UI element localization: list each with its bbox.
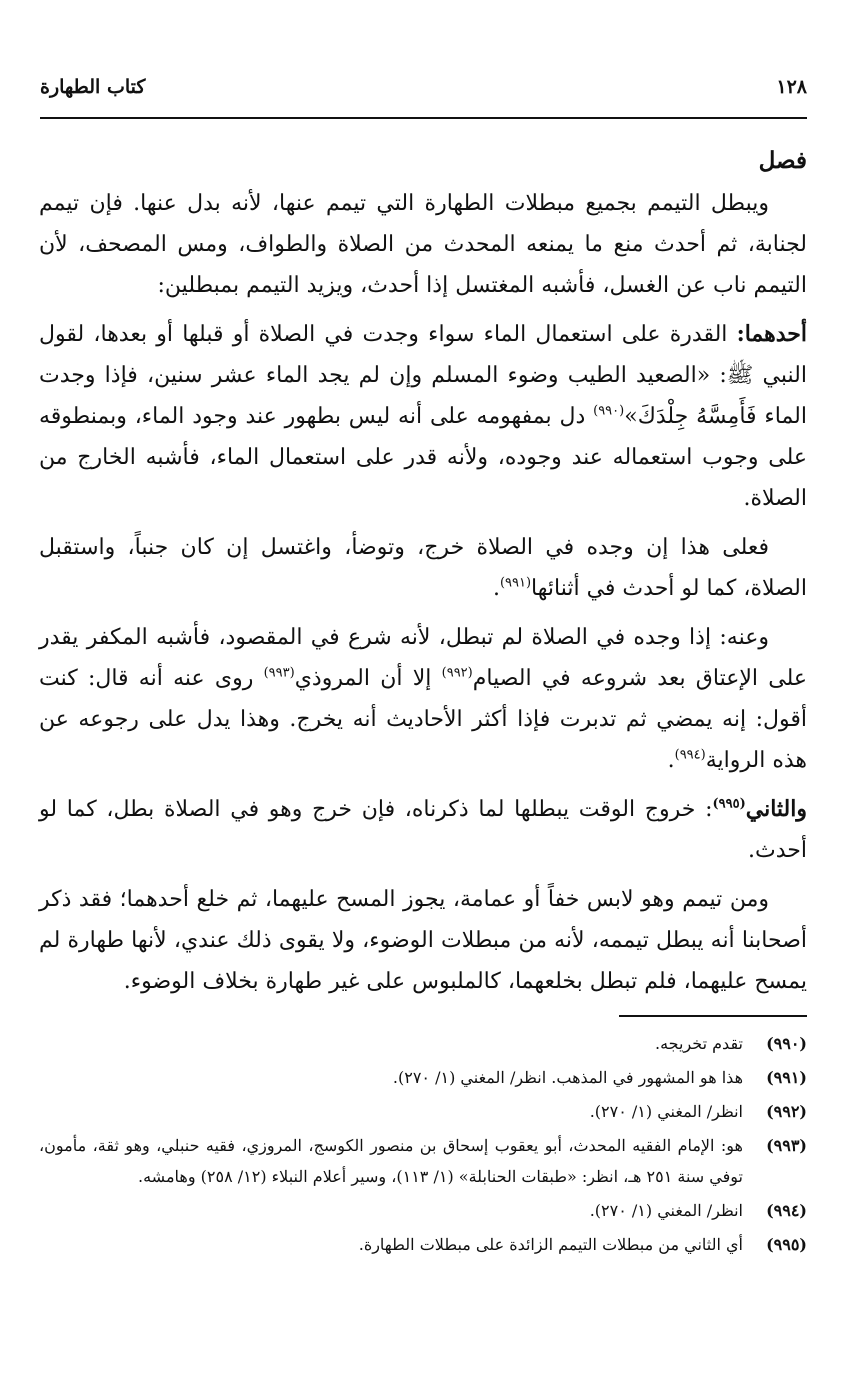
- footnote-text: هذا هو المشهور في المذهب. انظر/ المغني (١/ ٢٧٠).: [392, 1068, 743, 1087]
- footnote: [39, 1028, 807, 1059]
- footnote: [39, 1096, 807, 1127]
- paragraph-text: وعنه: إذا وجده في الصلاة لم تبطل، لأنه شرع في المقصود، فأشبه المكفر يقدر على الإعتاق بعد شروعه في الصيام: [39, 625, 807, 691]
- paragraph-text: فعلى هذا إن وجده في الصلاة خرج، وتوضأ، واغتسل إن كان جنباً، واستقبل الصلاة، كما لو أحدث في أثنائها: [39, 535, 807, 601]
- paragraph-text: القدرة على استعمال الماء سواء وجدت في الصلاة أو قبلها أو بعدها، لقول النبي ﷺ: «الصعيد الطيب وضوء المسلم وإن لم يجد الماء عشر سنين، فإذا وجدت الماء فَأَمِسَّهُ جِلْدَكَ»: [39, 322, 807, 429]
- footnote-ref[interactable]: (٩٩٠): [593, 403, 625, 419]
- footnote-number: (٩٩١): [766, 1068, 807, 1087]
- paragraph-lead: والثاني: [745, 796, 807, 822]
- footnote-text: أي الثاني من مبطلات التيمم الزائدة على مبطلات الطهارة.: [358, 1235, 743, 1254]
- main-text: [39, 140, 807, 1010]
- footnote: [39, 1195, 807, 1226]
- paragraph-text: إلا أن المروذي: [294, 666, 442, 691]
- footnote-ref[interactable]: (٩٩٣): [263, 665, 295, 681]
- paragraph-text: دل بمفهومه على أنه ليس بطهور عند وجود الماء، وبمنطوقه على وجوب استعماله عند وجوده، ولأنه قدر على استعمال الماء، فأشبه الخارج من الصلاة.: [39, 404, 807, 511]
- footnote-text: تقدم تخريجه.: [655, 1034, 743, 1053]
- running-head: [40, 72, 807, 102]
- footnote-number: (٩٩٣): [766, 1136, 807, 1155]
- paragraph-3: [39, 527, 807, 609]
- paragraph-text: : خروج الوقت يبطلها لما ذكرناه، فإن خرج وهو في الصلاة بطل، كما لو أحدث.: [39, 797, 807, 863]
- paragraph-text: .: [492, 576, 500, 601]
- footnote-number: (٩٩٥): [766, 1235, 807, 1254]
- footnote-ref[interactable]: (٩٩٤): [674, 747, 706, 763]
- footnote-ref[interactable]: (٩٩٢): [441, 665, 473, 681]
- paragraph-lead: أحدهما:: [736, 321, 807, 347]
- footnote: [39, 1062, 807, 1093]
- footnote-rule: [619, 1015, 807, 1017]
- paragraph-6: [39, 879, 807, 1002]
- footnote-number: (٩٩٤): [766, 1201, 807, 1220]
- paragraph-text: ويبطل التيمم بجميع مبطلات الطهارة التي تيمم عنها، لأنه بدل عنها. فإن تيمم لجنابة، ثم أحدث منع ما يمنعه المحدث من الصلاة والطواف، ومس المصحف، لأن التيمم ناب عن الغسل، فأشبه المغتسل إذا أحدث، ويزيد التيمم بمبطلين:: [39, 191, 807, 298]
- footnote-text: انظر/ المغني (١/ ٢٧٠).: [589, 1102, 743, 1121]
- paragraph-4: [39, 617, 807, 781]
- page-number: ١٢٨: [776, 76, 807, 98]
- paragraph-text: روى عنه أنه قال: كنت أقول: إنه يمضي ثم تدبرت فإذا أكثر الأحاديث أنه يخرج. وهذا يدل على رجوعه عن هذه الرواية: [39, 666, 807, 773]
- section-heading: فصل: [758, 147, 807, 174]
- footnote-number: (٩٩٠): [766, 1034, 807, 1053]
- footnote-text: انظر/ المغني (١/ ٢٧٠).: [589, 1201, 743, 1220]
- paragraph-1: [39, 183, 807, 306]
- footnote: [39, 1130, 807, 1192]
- footnote-ref[interactable]: (٩٩٥): [712, 796, 746, 812]
- footnote-number: (٩٩٢): [766, 1102, 807, 1121]
- footnote: [39, 1229, 807, 1260]
- paragraph-2: [39, 314, 807, 519]
- footnotes: [39, 1028, 807, 1263]
- paragraph-text: .: [667, 748, 675, 773]
- footnote-text: هو: الإمام الفقيه المحدث، أبو يعقوب إسحاق بن منصور الكوسج، المروزي، فقيه حنبلي، وهو ثقة، مأمون، توفي سنة ٢٥١ هـ، انظر: «طبقات الحنابلة» (١/ ١١٣)، وسير أعلام النبلاء (١٢/ ٢٥٨) وهامشه.: [39, 1136, 743, 1186]
- header-rule: [40, 117, 807, 119]
- book-title: كتاب الطهارة: [40, 76, 146, 98]
- footnote-ref[interactable]: (٩٩١): [499, 575, 532, 591]
- paragraph-text: ومن تيمم وهو لابس خفاً أو عمامة، يجوز المسح عليهما، ثم خلع أحدهما؛ فقد ذكر أصحابنا أنه يبطل تيممه، لأنه من مبطلات الوضوء، ولا يقوى ذلك عندي، لأنها طهارة لم يمسح عليهما، فلم تبطل بخلعهما، كالملبوس على غير طهارة بخلاف الوضوء.: [39, 887, 807, 994]
- paragraph-5: [39, 789, 807, 871]
